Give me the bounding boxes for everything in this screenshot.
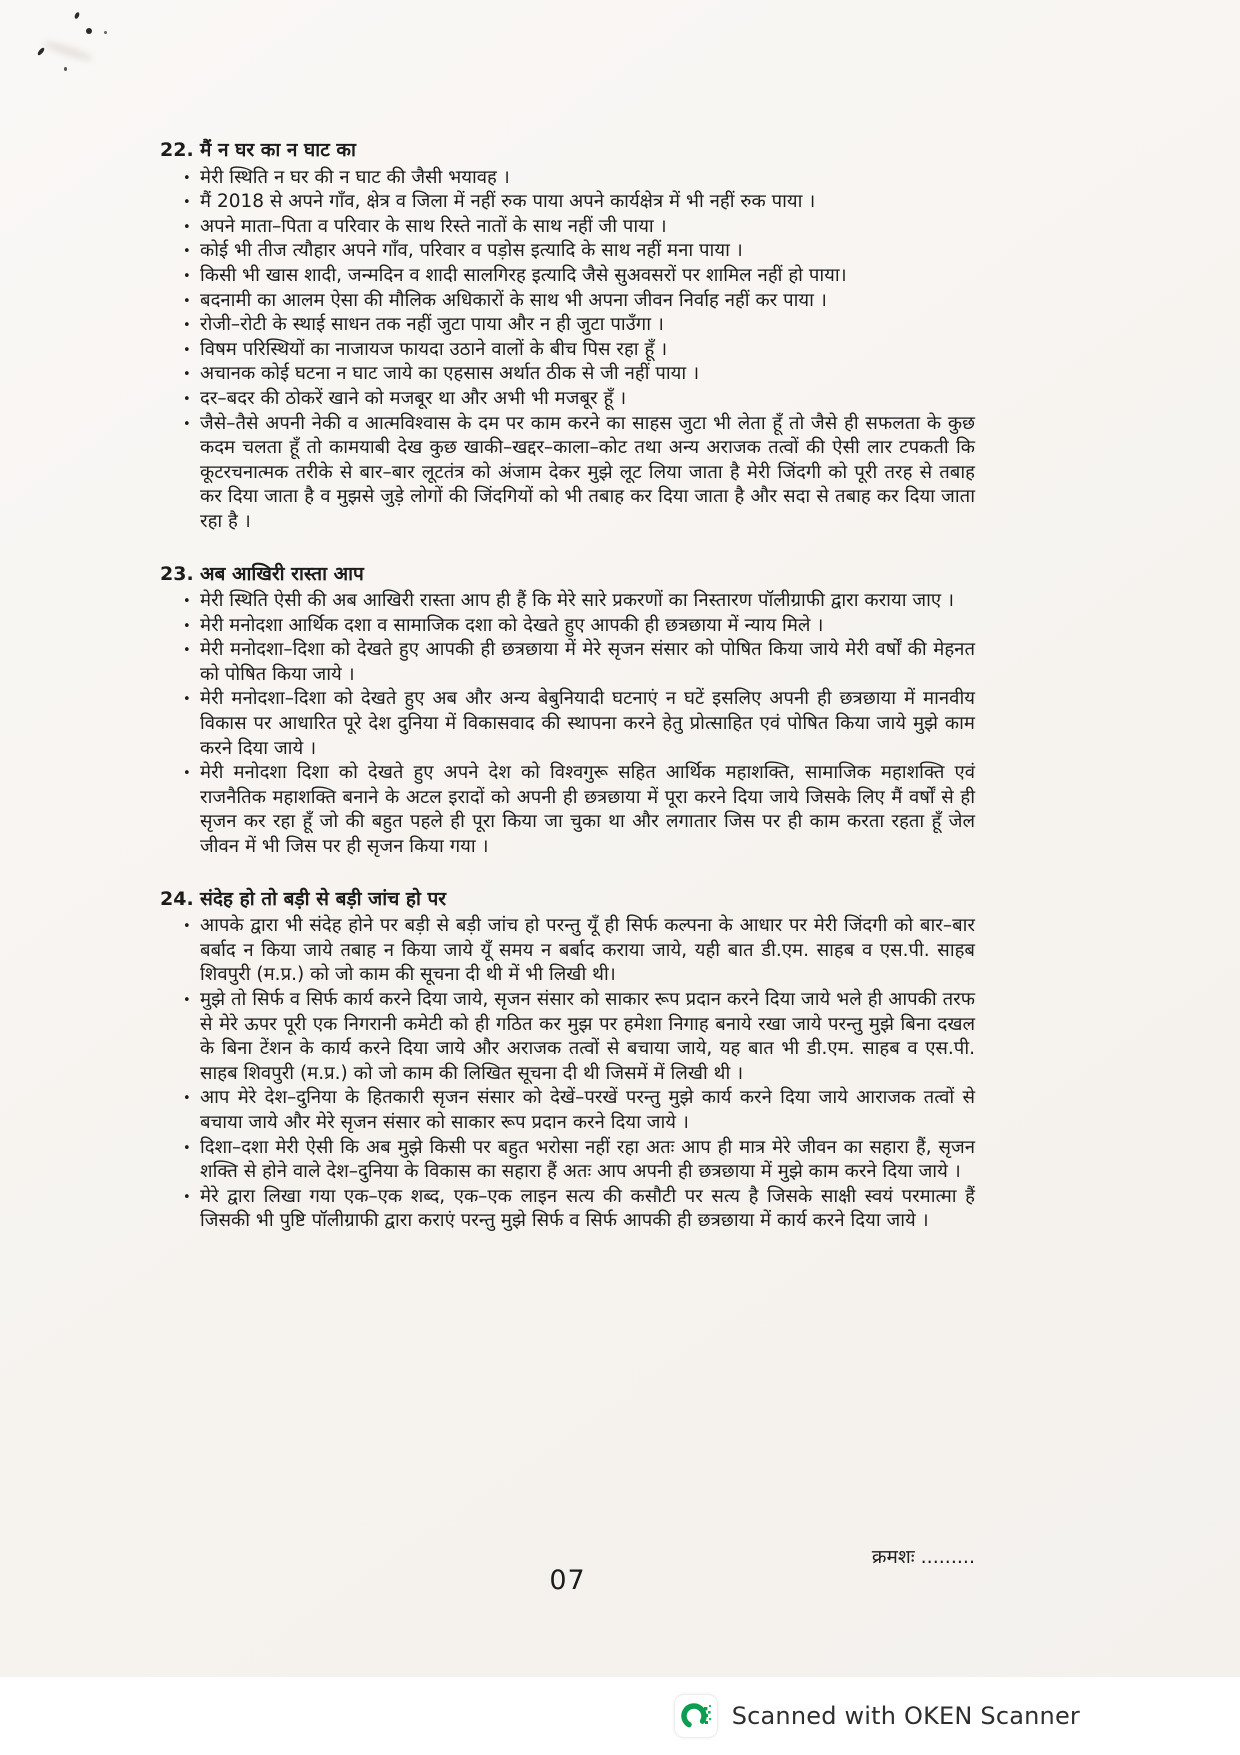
section-22 [160, 138, 975, 535]
section-number: 23. [160, 562, 194, 585]
scanner-watermark-label: Scanned with OKEN Scanner [731, 1702, 1080, 1730]
bullet-item: • मेरी स्थिति न घर की न घाट की जैसी भयावह । [160, 166, 975, 191]
bullet-item: • रोजी–रोटी के स्थाई साधन तक नहीं जुटा पाया और न ही जुटा पाउँगा । [160, 313, 975, 338]
section-23 [160, 562, 975, 860]
scan-smudge [42, 38, 95, 64]
section-number: 24. [160, 887, 194, 910]
scan-artifact [37, 47, 46, 56]
bullet-item: • मेरी स्थिति ऐसी की अब आखिरी रास्ता आप ही हैं कि मेरे सारे प्रकरणों का निस्तारण पॉलीग्राफी द्वारा कराया जाए । [160, 589, 975, 614]
section-24 [160, 887, 975, 1234]
bullet-item: • मेरी मनोदशा आर्थिक दशा व सामाजिक दशा को देखते हुए आपकी ही छत्रछाया में न्याय मिले । [160, 614, 975, 639]
bullet-item: • मेरी मनोदशा दिशा को देखते हुए अपने देश को विश्वगुरू सहित आर्थिक महाशक्ति, सामाजिक महाशक्ति एवं राजनैतिक महाशक्ति बनाने के अटल इरादों को अपनी ही छत्रछाया में पूरा करने दिया जाये जिसके लिए मैं वर्षों से ही सृजन कर रहा हूँ जो की बहुत पहले ही पूरा किया जा चुका था और लगातार जिस पर ही काम करता रहता हूँ जेल जीवन में भी जिस पर ही सृजन किया गया । [160, 761, 975, 859]
bullet-item: • अपने माता–पिता व परिवार के साथ रिस्ते नातों के साथ नहीं जी पाया । [160, 215, 975, 240]
scanner-watermark-bar [0, 1677, 1240, 1755]
bullet-item: • बदनामी का आलम ऐसा की मौलिक अधिकारों के साथ भी अपना जीवन निर्वाह नहीं कर पाया । [160, 289, 975, 314]
document-body [160, 138, 975, 1261]
section-number: 22. [160, 139, 194, 161]
bullet-item: • अचानक कोई घटना न घाट जाये का एहसास अर्थात ठीक से जी नहीं पाया । [160, 362, 975, 387]
section-heading [160, 562, 975, 587]
bullet-item: • मेरी मनोदशा–दिशा को देखते हुए आपकी ही छत्रछाया में मेरे सृजन संसार को पोषित किया जाये मेरी वर्षों की मेहनत को पोषित किया जाये । [160, 638, 975, 687]
bullet-list [160, 166, 975, 535]
scan-artifact [74, 11, 81, 19]
bullet-item: • विषम परिस्थियों का नाजायज फायदा उठाने वालों के बीच पिस रहा हूँ । [160, 338, 975, 363]
bullet-item: • आप मेरे देश–दुनिया के हितकारी सृजन संसार को देखें–परखें परन्तु मुझे कार्य करने दिया जाये आराजक तत्वों से बचाया जाये और मेरे सृजन संसार को साकार रूप प्रदान करने दिया जाये । [160, 1086, 975, 1135]
bullet-item: • मुझे तो सिर्फ व सिर्फ कार्य करने दिया जाये, सृजन संसार को साकार रूप प्रदान करने दिया जाये भले ही आपकी तरफ से मेरे ऊपर पूरी एक निगरानी कमेटी को ही गठित कर मुझ पर हमेशा निगाह बनाये रखा जाये परन्तु मुझे बिना दखल के बिना टेंशन के कार्य करने दिया जाये और अराजक तत्वों से बचाया जाये, यह बात भी डी.एम. साहब व एस.पी. साहब शिवपुरी (म.प्र.) को जो काम की लिखित सूचना दी थी जिसमें में लिखी थी । [160, 988, 975, 1086]
bullet-item: • दर–बदर की ठोकरें खाने को मजबूर था और अभी भी मजबूर हूँ । [160, 387, 975, 412]
scan-artifact [104, 31, 107, 34]
bullet-item: • मैं 2018 से अपने गाँव, क्षेत्र व जिला में नहीं रुक पाया अपने कार्यक्षेत्र में भी नहीं रुक पाया । [160, 190, 975, 215]
bullet-item: • दिशा–दशा मेरी ऐसी कि अब मुझे किसी पर बहुत भरोसा नहीं रहा अतः आप ही मात्र मेरे जीवन का सहारा हैं, सृजन शक्ति से होने वाले देश–दुनिया के विकास का सहारा हैं अतः आप अपनी ही छत्रछाया में मुझे काम करने दिया जाये । [160, 1136, 975, 1185]
bullet-item: • मेरी मनोदशा–दिशा को देखते हुए अब और अन्य बेबुनियादी घटनाएं न घटें इसलिए अपनी ही छत्रछाया में मानवीय विकास पर आधारित पूरे देश दुनिया में विकासवाद की स्थापना करने हेतु प्रोत्साहित एवं पोषित किया जाये मुझे काम करने दिया जाये । [160, 687, 975, 761]
bullet-item: • कोई भी तीज त्यौहार अपने गाँव, परिवार व पड़ोस इत्यादि के साथ नहीं मना पाया । [160, 239, 975, 264]
bullet-item: • जैसे–तैसे अपनी नेकी व आत्मविश्वास के दम पर काम करने का साहस जुटा भी लेता हूँ तो जैसे ही सफलता के कुछ कदम चलता हूँ तो कामयाबी देख कुछ खाकी–खद्दर–काला–कोट तथा अन्य अराजक तत्वों की ऐसी लार टपकती कि कूटरचनात्मक तरीके से बार–बार लूटतंत्र को अंजाम देकर मुझे लूट लिया जाता है मेरी जिंदगी को पूरी तरह से तबाह कर दिया जाता है व मुझसे जुड़े लोगों की जिंदगियों को भी तबाह कर दिया जाता है और सदा से तबाह कर दिया जाता रहा है । [160, 412, 975, 535]
bullet-item: • मेरे द्वारा लिखा गया एक–एक शब्द, एक–एक लाइन सत्य की कसौटी पर सत्य है जिसके साक्षी स्वयं परमात्मा हैं जिसकी भी पुष्टि पॉलीग्राफी द्वारा कराएं परन्तु मुझे सिर्फ व सिर्फ आपकी ही छत्रछाया में कार्य करने दिया जाये । [160, 1185, 975, 1234]
section-heading [160, 138, 975, 163]
bullet-list [160, 589, 975, 860]
page-number: 07 [549, 1565, 586, 1596]
oken-scanner-icon [675, 1695, 717, 1737]
scan-artifact [64, 67, 67, 71]
bullet-item: • किसी भी खास शादी, जन्मदिन व शादी सालगिरह इत्यादि जैसे सुअवसरों पर शामिल नहीं हो पाया। [160, 264, 975, 289]
continuation-marker: क्रमशः ......... [871, 1546, 975, 1568]
scan-artifact [86, 28, 92, 34]
section-title: संदेह हो तो बड़ी से बड़ी जांच हो पर [200, 887, 447, 910]
section-heading [160, 887, 975, 912]
bullet-list [160, 914, 975, 1234]
bullet-item: • आपके द्वारा भी संदेह होने पर बड़ी से बड़ी जांच हो परन्तु यूँ ही सिर्फ कल्पना के आधार पर मेरी जिंदगी को बार–बार बर्बाद न किया जाये तबाह न किया जाये यूँ समय न बर्बाद कराया जाये, यही बात डी.एम. साहब व एस.पी. साहब शिवपुरी (म.प्र.) को जो काम की सूचना दी थी में भी लिखी थी। [160, 914, 975, 988]
section-title: अब आखिरी रास्ता आप [200, 562, 364, 585]
section-title: मैं न घर का न घाट का [200, 139, 356, 161]
